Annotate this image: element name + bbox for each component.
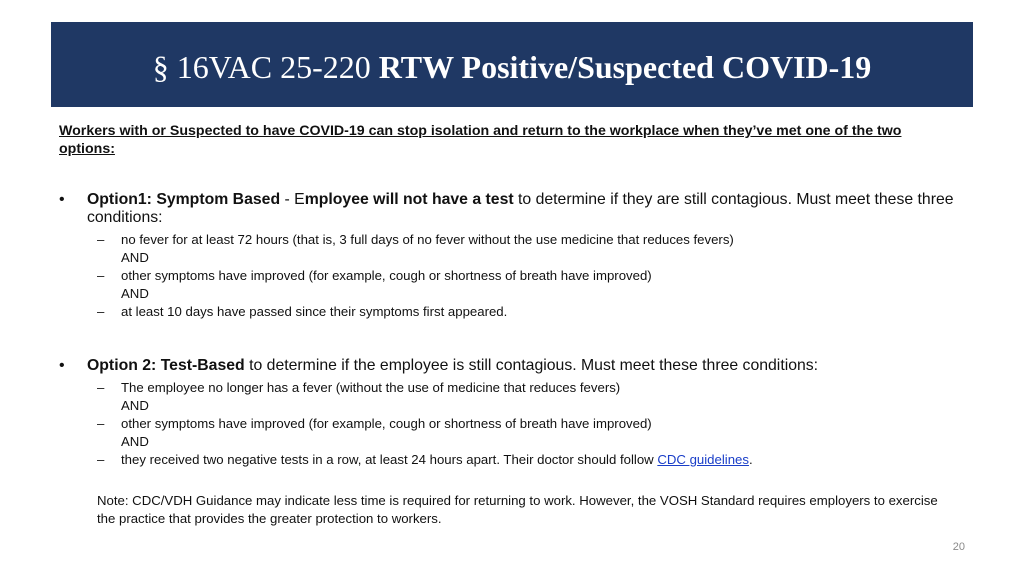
list-item — [97, 379, 959, 415]
dash-icon: – — [97, 452, 105, 467]
option1-block — [59, 191, 959, 321]
sentence-end: . — [748, 452, 753, 467]
option2-label: Option 2: Test-Based — [87, 357, 245, 374]
list-item — [97, 451, 959, 469]
and-label: AND — [121, 286, 149, 301]
list-item — [97, 231, 959, 267]
condition-text: they received two negative tests in a row, at least 24 hours apart. Their doctor should follow — [121, 452, 658, 467]
title-prefix: § 16VAC 25-220 — [152, 48, 371, 85]
list-item — [97, 415, 959, 451]
title-banner — [51, 22, 973, 107]
option1-text — [87, 191, 959, 227]
bullet-icon: • — [59, 357, 65, 374]
dash-icon: – — [97, 416, 105, 431]
cdc-guidelines-link[interactable]: CDC guidelines — [657, 452, 749, 467]
title-bold: RTW Positive/Suspected COVID-19 — [378, 48, 872, 85]
and-label: AND — [121, 434, 149, 449]
option1-separator: - E — [280, 191, 305, 208]
page-number: 20 — [952, 541, 965, 553]
condition-text: no fever for at least 72 hours (that is, 3 full days of no fever without the use medicine that reduces fevers) — [121, 232, 734, 247]
option1-rest: to determine if they are still contagious. Must meet these three conditions: — [87, 191, 954, 226]
note-text: Note: CDC/VDH Guidance may indicate less time is required for returning to work. However, the VOSH Standard requires employers to exercise the practice that provides the greater protection to workers. — [97, 493, 938, 526]
slide-title — [152, 48, 872, 85]
option1-label: Option1: Symptom Based — [87, 191, 281, 208]
option1-conditions — [97, 231, 959, 321]
bullet-icon: • — [59, 191, 65, 208]
dash-icon: – — [97, 268, 105, 283]
dash-icon: – — [97, 304, 105, 319]
option1-bold-phrase: mployee will not have a test — [304, 191, 514, 208]
condition-text: other symptoms have improved (for example, cough or shortness of breath have improved) — [121, 416, 652, 431]
and-label: AND — [121, 250, 149, 265]
condition-text: at least 10 days have passed since their symptoms first appeared. — [121, 304, 508, 319]
list-item — [97, 303, 959, 321]
option2-conditions — [97, 379, 959, 469]
intro-text: Workers with or Suspected to have COVID-19 can stop isolation and return to the workplace when they’ve met one of the two options: — [59, 123, 902, 157]
list-item — [97, 267, 959, 303]
dash-icon: – — [97, 380, 105, 395]
dash-icon: – — [97, 232, 105, 247]
option2-block — [59, 357, 959, 469]
and-label: AND — [121, 398, 149, 413]
condition-text: other symptoms have improved (for example, cough or shortness of breath have improved) — [121, 268, 652, 283]
option2-text — [87, 357, 959, 375]
option2-rest: to determine if the employee is still contagious. Must meet these three conditions: — [244, 357, 819, 374]
condition-text: The employee no longer has a fever (without the use of medicine that reduces fevers) — [121, 380, 621, 395]
